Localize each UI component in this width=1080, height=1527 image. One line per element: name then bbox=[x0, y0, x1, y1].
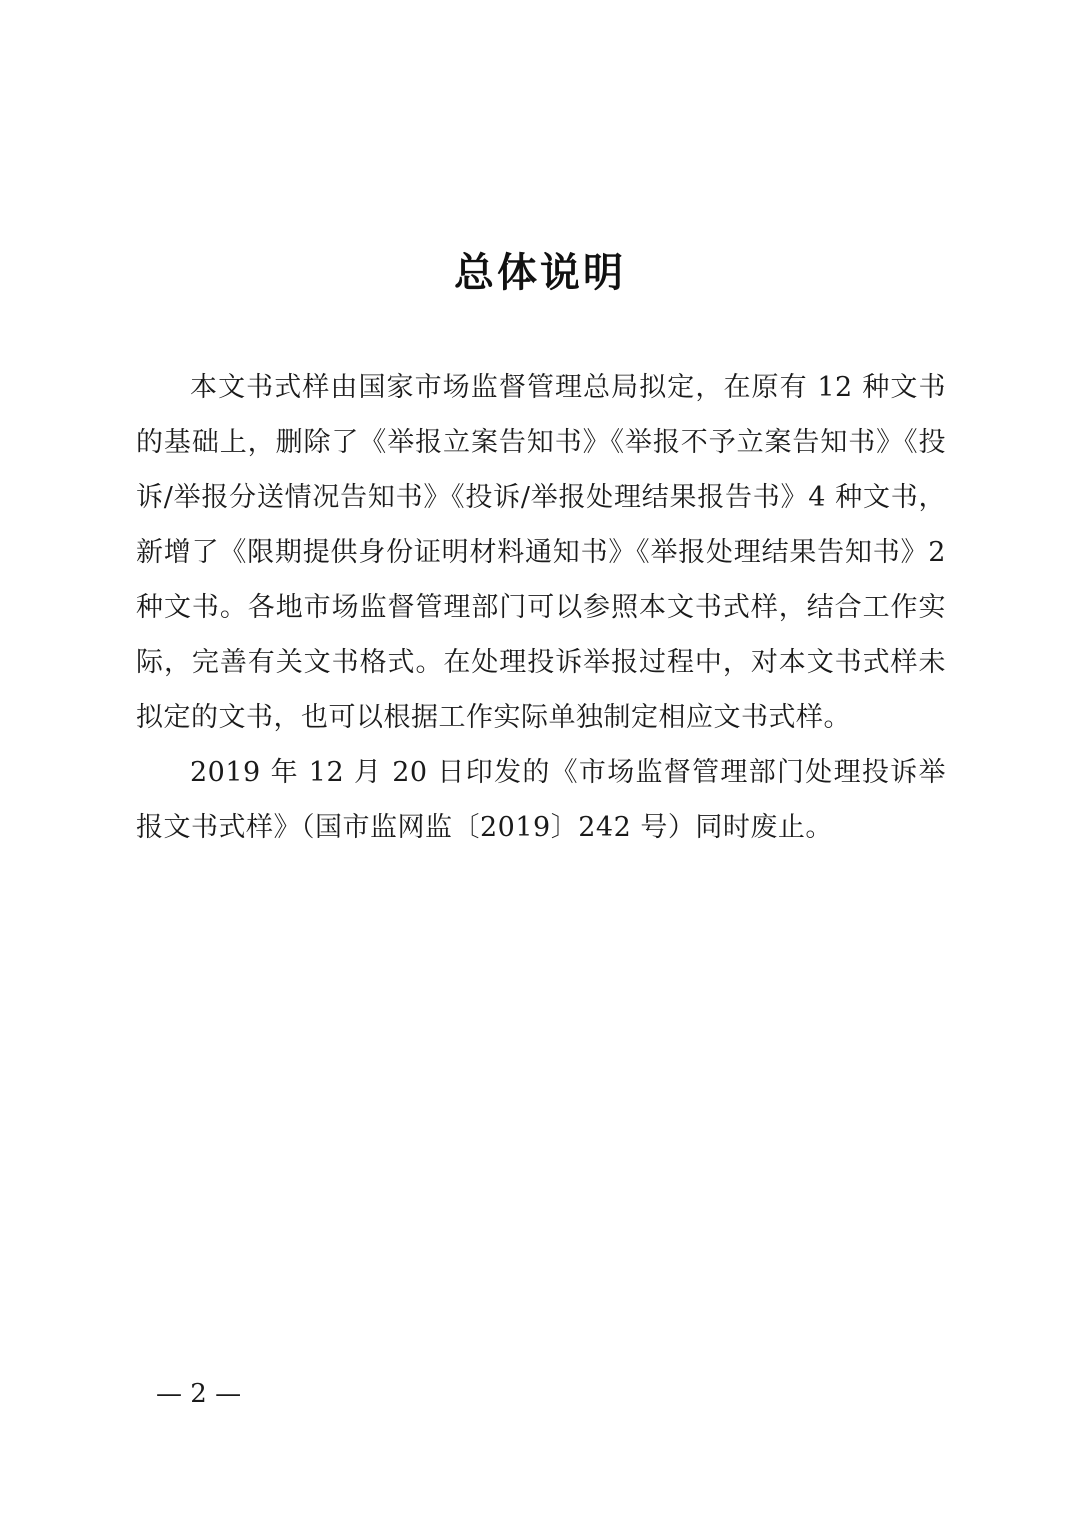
paragraph-2: 2019 年 12 月 20 日印发的《市场监督管理部门处理投诉举报文书式样》（国市监网监〔2019〕242 号）同时废止。 bbox=[136, 757, 946, 843]
page-number: — 2 — bbox=[156, 1379, 242, 1409]
document-title: 总体说明 bbox=[454, 250, 626, 296]
document-body bbox=[136, 360, 946, 855]
paragraph-1: 本文书式样由国家市场监督管理总局拟定，在原有 12 种文书的基础上，删除了《举报立案告知书》《举报不予立案告知书》《投诉/举报分送情况告知书》《投诉/举报处理结果报告书》4 种文书，新增了《限期提供身份证明材料通知书》《举报处理结果告知书》2 种文书。各地市场监督管理部门可以参照本文书式样，结合工作实际，完善有关文书格式。在处理投诉举报过程中，对本文书式样未拟定的文书，也可以根据工作实际单独制定相应文书式样。 bbox=[136, 372, 946, 733]
